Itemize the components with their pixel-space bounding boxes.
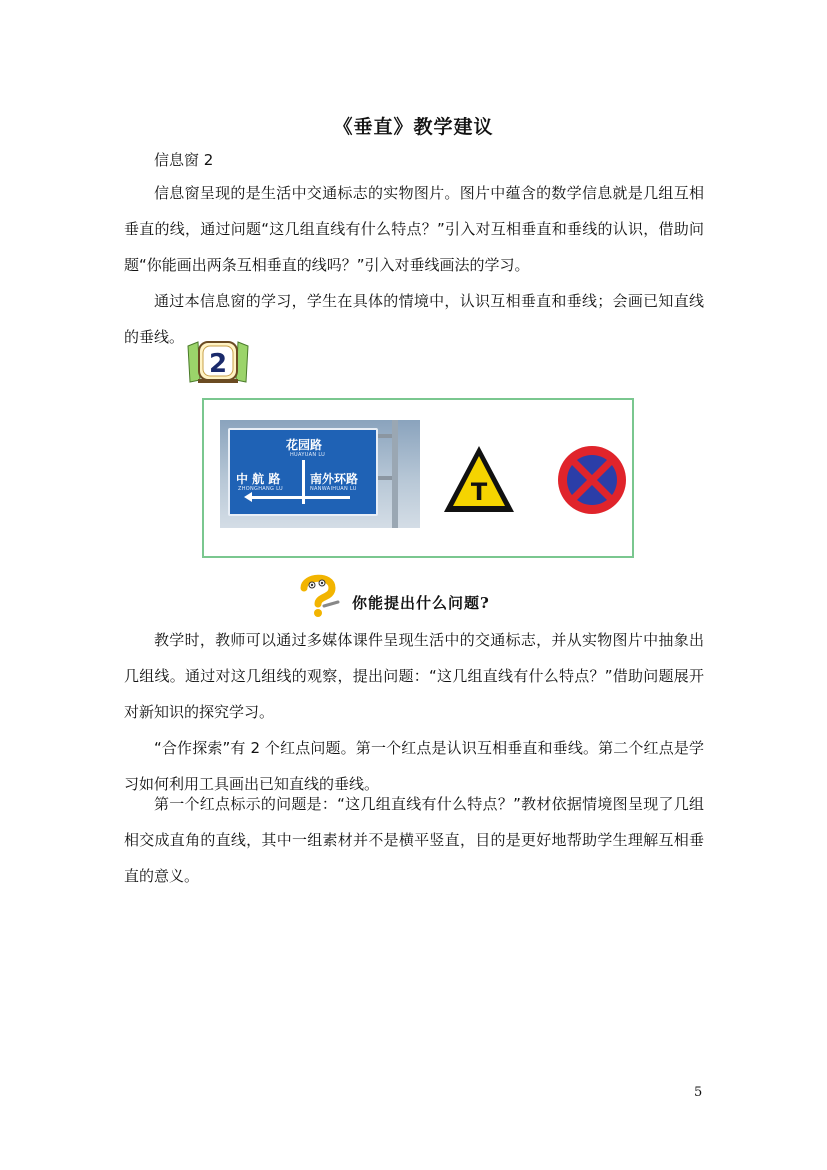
sign-left-name: 中 航 路	[236, 472, 281, 486]
question-prompt-text: 你能提出什么问题?	[352, 594, 490, 612]
sign-top-pinyin: HUAYUAN LU	[290, 452, 326, 458]
sign-right-name: 南外环路	[310, 472, 359, 486]
sign-top-name: 花园路	[286, 438, 323, 452]
t-sign-letter: T	[470, 478, 488, 506]
question-mark-icon	[294, 572, 342, 618]
section-label: 信息窗 2	[154, 151, 214, 169]
paragraph-teaching: 教学时，教师可以通过多媒体课件呈现生活中的交通标志，并从实物图片中抽象出几组线。通过对这几组线的观察，提出问题：“这几组直线有什么特点？”借助问题展开对新知识的探究学习。	[124, 631, 704, 721]
traffic-sign-figure	[202, 398, 634, 558]
paragraph-first-red-point: 第一个红点标示的问题是：“这几组直线有什么特点？”教材依据情境图呈现了几组相交成直角的直线，其中一组素材并不是横平竖直，目的是更好地帮助学生理解互相垂直的意义。	[124, 795, 704, 885]
sign-left-pinyin: ZHONGHANG LU	[238, 486, 283, 492]
t-junction-warning-sign	[442, 444, 516, 516]
page-number: 5	[694, 1085, 703, 1100]
info-window-number: 2	[208, 349, 228, 379]
road-sign	[228, 428, 378, 516]
document-title: 《垂直》教学建议	[333, 116, 494, 138]
sign-pole	[392, 420, 398, 528]
info-window-icon	[186, 340, 250, 384]
paragraph-intro: 信息窗呈现的是生活中交通标志的实物图片。图片中蕴含的数学信息就是几组互相垂直的线，通过问题“这几组直线有什么特点？”引入对互相垂直和垂线的认识，借助问题“你能画出两条互相垂直的线吗？”引入对垂线画法的学习。	[124, 184, 704, 274]
no-parking-sign	[556, 444, 628, 516]
sign-arrowhead-icon	[244, 492, 252, 502]
paragraph-cooperation: “合作探索”有 2 个红点问题。第一个红点是认识互相垂直和垂线。第二个红点是学习如何利用工具画出已知直线的垂线。	[124, 739, 704, 793]
sign-arrow-horizontal	[250, 496, 350, 499]
road-sign-photo	[220, 420, 420, 528]
sign-right-pinyin: NANWAIHUAN LU	[310, 486, 357, 492]
paragraph-goals: 通过本信息窗的学习，学生在具体的情境中，认识互相垂直和垂线；会画已知直线的垂线。	[124, 292, 704, 346]
